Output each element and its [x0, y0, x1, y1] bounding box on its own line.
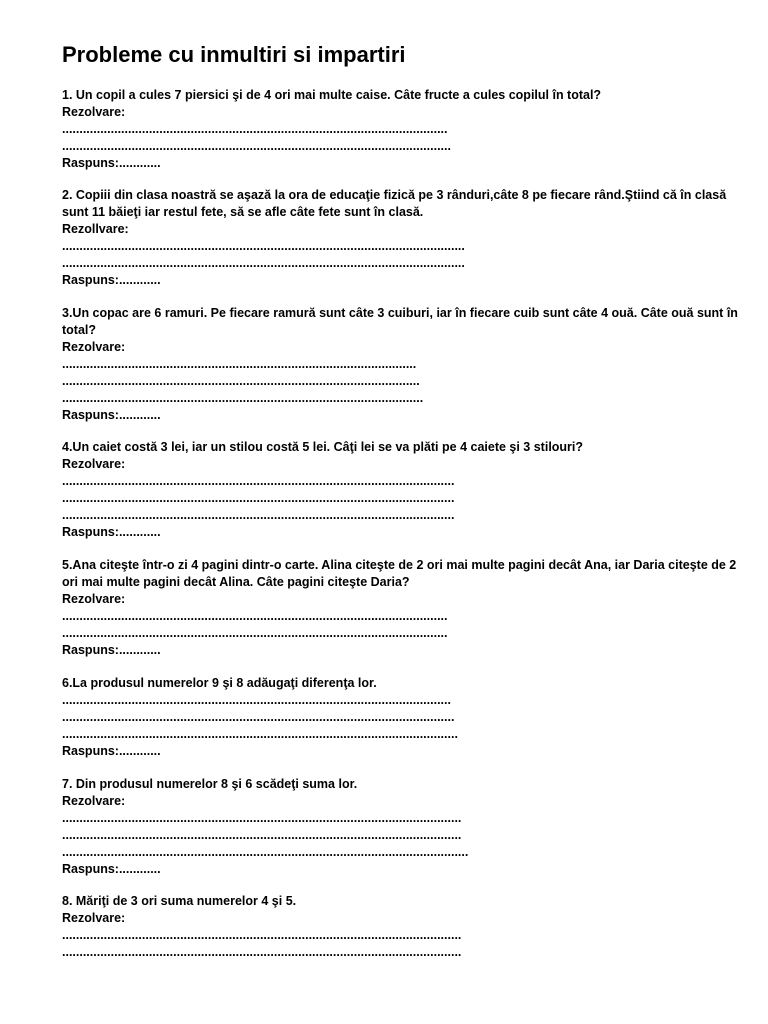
- answer-label: Raspuns:............: [62, 273, 161, 287]
- answer-line[interactable]: .......................................................................................................: [62, 374, 420, 388]
- answer-line[interactable]: ......................................................................................................: [62, 357, 417, 371]
- resolution-label: Rezollvare:: [62, 222, 129, 236]
- resolution-label: Rezolvare:: [62, 105, 126, 119]
- answer-label: Raspuns:............: [62, 408, 161, 422]
- answer-line[interactable]: ....................................................................................................................: [62, 256, 465, 270]
- answer-line[interactable]: .................................................................................................................: [62, 474, 455, 488]
- answer-line[interactable]: .....................................................................................................................: [62, 845, 469, 859]
- answer-line[interactable]: .................................................................................................................: [62, 491, 455, 505]
- answer-label: Raspuns:............: [62, 643, 161, 657]
- answer-line[interactable]: .................................................................................................................: [62, 710, 455, 724]
- problem-7: [62, 776, 752, 878]
- problem-1: [62, 87, 752, 172]
- answer-line[interactable]: ................................................................................................................: [62, 139, 451, 153]
- problem-question: 5.Ana citeşte într-o zi 4 pagini dintr-o carte. Alina citeşte de 2 ori mai multe pagini decât Ana, iar Daria citeşte de 2 ori mai multe pagini decât Alina. Câte pagini citeşte Daria?: [62, 558, 737, 589]
- page-title: Probleme cu inmultiri si impartiri: [62, 42, 406, 67]
- answer-label: Raspuns:............: [62, 744, 161, 758]
- resolution-label: Rezolvare:: [62, 340, 126, 354]
- answer-line[interactable]: .................................................................................................................: [62, 508, 455, 522]
- problem-question: 4.Un caiet costă 3 lei, iar un stilou costă 5 lei. Câţi lei se va plăti pe 4 caiete şi 3 stilouri?: [62, 440, 584, 454]
- answer-label: Raspuns:............: [62, 862, 161, 876]
- resolution-label: Rezolvare:: [62, 457, 126, 471]
- answer-line[interactable]: ................................................................................................................: [62, 693, 451, 707]
- problem-question: 2. Copiii din clasa noastră se aşază la ora de educaţie fizică pe 3 rânduri,câte 8 pe fiecare rând.Ştiind că în clasă sunt 11 băieţi iar restul fete, să se afle câte fete sunt în clasă.: [62, 188, 727, 219]
- answer-line[interactable]: ...............................................................................................................: [62, 122, 448, 136]
- answer-line[interactable]: ....................................................................................................................: [62, 239, 465, 253]
- problem-question: 6.La produsul numerelor 9 şi 8 adăugaţi diferenţa lor.: [62, 676, 377, 690]
- answer-line[interactable]: ...................................................................................................................: [62, 928, 462, 942]
- answer-line[interactable]: ........................................................................................................: [62, 391, 424, 405]
- answer-line[interactable]: ...................................................................................................................: [62, 811, 462, 825]
- answer-line[interactable]: ...............................................................................................................: [62, 609, 448, 623]
- answer-line[interactable]: ..................................................................................................................: [62, 727, 458, 741]
- problem-question: 8. Măriţi de 3 ori suma numerelor 4 şi 5.: [62, 894, 297, 908]
- problem-question: 7. Din produsul numerelor 8 şi 6 scădeţi suma lor.: [62, 777, 358, 791]
- answer-label: Raspuns:............: [62, 156, 161, 170]
- answer-label: Raspuns:............: [62, 525, 161, 539]
- answer-line[interactable]: ...............................................................................................................: [62, 626, 448, 640]
- resolution-label: Rezolvare:: [62, 911, 126, 925]
- answer-line[interactable]: ...................................................................................................................: [62, 945, 462, 959]
- problem-question: 1. Un copil a cules 7 piersici şi de 4 ori mai multe caise. Câte fructe a cules copilul în total?: [62, 88, 602, 102]
- problem-5: [62, 557, 752, 659]
- problem-3: [62, 305, 752, 424]
- problem-2: [62, 187, 752, 289]
- problem-4: [62, 439, 752, 541]
- resolution-label: Rezolvare:: [62, 592, 126, 606]
- answer-line[interactable]: ...................................................................................................................: [62, 828, 462, 842]
- problem-question: 3.Un copac are 6 ramuri. Pe fiecare ramură sunt câte 3 cuiburi, iar în fiecare cuib sunt câte 4 ouă. Câte ouă sunt în total?: [62, 306, 738, 337]
- problem-6: [62, 675, 752, 760]
- problem-8: [62, 893, 752, 961]
- resolution-label: Rezolvare:: [62, 794, 126, 808]
